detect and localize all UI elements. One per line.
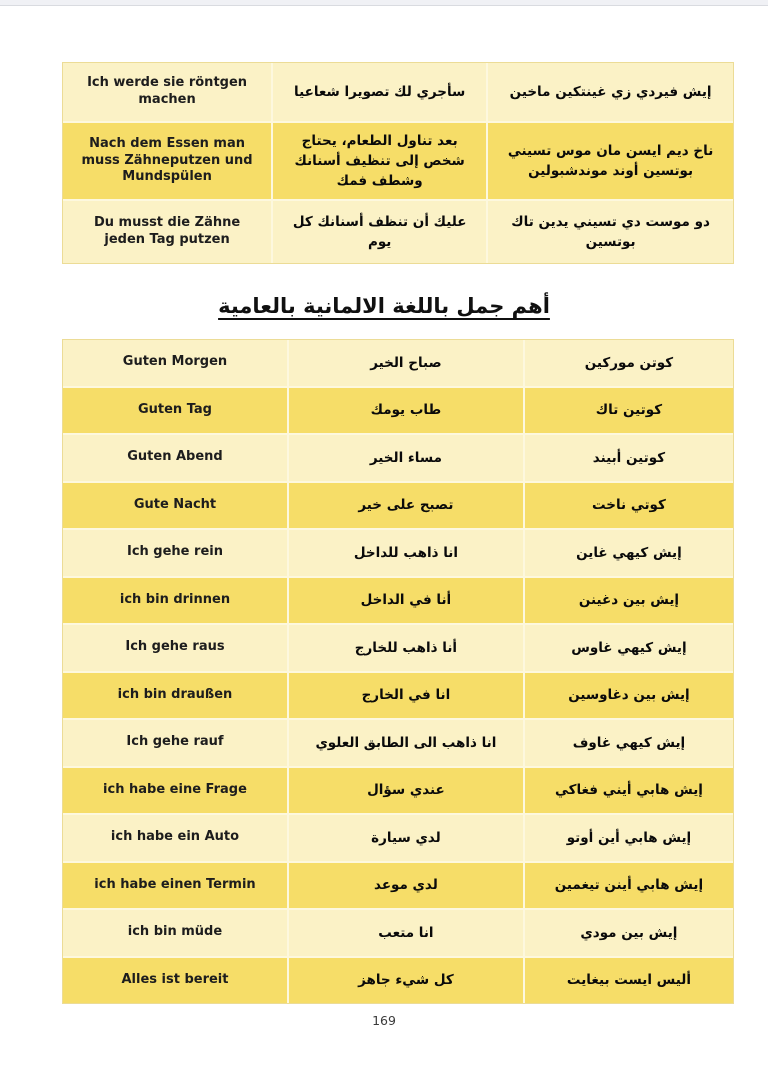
- common-phrases-table: [62, 339, 734, 1004]
- arabic-transliteration: إيش فيردي زي غينتكين ماخين: [488, 63, 733, 121]
- german-phrase: ich bin müde: [63, 910, 287, 956]
- arabic-transliteration: ناخ ديم ايسن مان موس تسيني بوتسين أوند موندشبولين: [488, 123, 733, 199]
- arabic-transliteration: إيش بين دغاوسين: [525, 673, 733, 719]
- arabic-transliteration: إيش بين دغينن: [525, 578, 733, 624]
- arabic-transliteration: كوتي ناخت: [525, 483, 733, 529]
- arabic-translation: انا ذاهب الى الطابق العلوي: [289, 720, 523, 766]
- arabic-transliteration: دو موست دي تسيني يدين تاك بوتسين: [488, 201, 733, 263]
- arabic-transliteration: إيش بين مودي: [525, 910, 733, 956]
- arabic-translation: صباح الخير: [289, 340, 523, 386]
- arabic-translation: انا في الخارج: [289, 673, 523, 719]
- german-phrase: ich bin drinnen: [63, 578, 287, 624]
- german-phrase: ich bin draußen: [63, 673, 287, 719]
- hygiene-phrases-table: [62, 62, 734, 264]
- german-phrase: ich habe einen Termin: [63, 863, 287, 909]
- arabic-translation: انا متعب: [289, 910, 523, 956]
- arabic-transliteration: إيش كيهي غاين: [525, 530, 733, 576]
- arabic-translation: سأجري لك تصويرا شعاعيا: [273, 63, 486, 121]
- arabic-translation: تصبح على خير: [289, 483, 523, 529]
- german-phrase: Gute Nacht: [63, 483, 287, 529]
- arabic-translation: أنا في الداخل: [289, 578, 523, 624]
- arabic-transliteration: إيش كيهي غاوف: [525, 720, 733, 766]
- arabic-translation: لدي موعد: [289, 863, 523, 909]
- arabic-translation: كل شيء جاهز: [289, 958, 523, 1004]
- arabic-translation: عندي سؤال: [289, 768, 523, 814]
- page-number: 169: [372, 1013, 396, 1028]
- german-phrase: Nach dem Essen man muss Zähneputzen und Mundspülen: [63, 123, 271, 199]
- arabic-transliteration: كوتن موركين: [525, 340, 733, 386]
- arabic-translation: انا ذاهب للداخل: [289, 530, 523, 576]
- german-phrase: Ich gehe raus: [63, 625, 287, 671]
- arabic-transliteration: أليس ايست بيغايت: [525, 958, 733, 1004]
- german-phrase: Alles ist bereit: [63, 958, 287, 1004]
- arabic-translation: عليك أن تنظف أسنانك كل يوم: [273, 201, 486, 263]
- german-phrase: Du musst die Zähne jeden Tag putzen: [63, 201, 271, 263]
- german-phrase: ich habe eine Frage: [63, 768, 287, 814]
- document-page: [0, 62, 768, 1028]
- german-phrase: Ich gehe rauf: [63, 720, 287, 766]
- german-phrase: Guten Morgen: [63, 340, 287, 386]
- arabic-transliteration: كوتين تاك: [525, 388, 733, 434]
- viewer-top-edge: [0, 0, 768, 6]
- section-title: أهم جمل باللغة الالمانية بالعامية: [218, 294, 550, 318]
- arabic-transliteration: كوتين أبيند: [525, 435, 733, 481]
- arabic-transliteration: إيش هابي أيني فغاكي: [525, 768, 733, 814]
- german-phrase: Ich werde sie röntgen machen: [63, 63, 271, 121]
- arabic-translation: لدي سيارة: [289, 815, 523, 861]
- german-phrase: Guten Abend: [63, 435, 287, 481]
- german-phrase: Ich gehe rein: [63, 530, 287, 576]
- arabic-translation: مساء الخير: [289, 435, 523, 481]
- arabic-translation: بعد تناول الطعام، يحتاج شخص إلى تنظيف أسنانك وشطف فمك: [273, 123, 486, 199]
- arabic-translation: أنا ذاهب للخارج: [289, 625, 523, 671]
- german-phrase: ich habe ein Auto: [63, 815, 287, 861]
- arabic-transliteration: إيش كيهي غاوس: [525, 625, 733, 671]
- german-phrase: Guten Tag: [63, 388, 287, 434]
- arabic-transliteration: إيش هابي أين أوتو: [525, 815, 733, 861]
- arabic-translation: طاب يومك: [289, 388, 523, 434]
- arabic-transliteration: إيش هابي أينن تيغمين: [525, 863, 733, 909]
